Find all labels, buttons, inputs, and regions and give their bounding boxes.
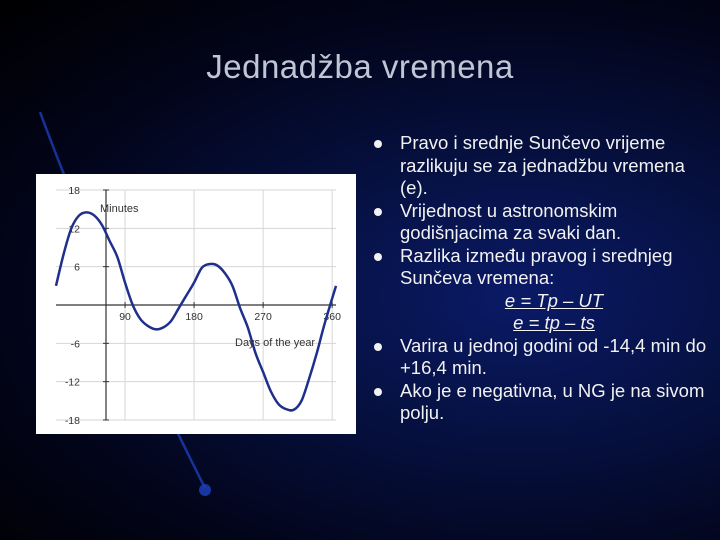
bullet-dot-icon — [374, 343, 382, 351]
bullet-text: Razlika između pravog i srednjeg Sunčeva vremena: — [400, 244, 673, 288]
bullet-text: Ako je e negativna, u NG je na sivom polju. — [400, 379, 705, 423]
x-tick-label: 90 — [119, 311, 131, 323]
bullet-item — [368, 200, 708, 245]
bullet-list — [368, 132, 708, 425]
x-tick-label: 360 — [323, 311, 341, 323]
bullet-text: Pravo i srednje Sunčevo vrijeme razlikuju se za jednadžbu vremena (e). — [400, 132, 685, 198]
bullet-text: Vrijednost u astronomskim godišnjacima za svaki dan. — [400, 199, 622, 243]
x-axis-label: Days of the year — [235, 337, 316, 349]
y-tick-labels — [65, 185, 80, 427]
bullet-item — [368, 132, 708, 200]
bullet-dot-icon — [374, 388, 382, 396]
y-tick-label: 12 — [68, 223, 80, 236]
chart-axes — [56, 190, 336, 420]
bullet-item — [368, 335, 708, 380]
slide-title: Jednadžba vremena — [206, 48, 514, 85]
equation-of-time-chart — [36, 174, 356, 434]
bullet-dot-icon — [374, 140, 382, 148]
y-tick-label: 6 — [74, 261, 80, 274]
y-tick-label: -18 — [64, 415, 80, 427]
x-tick-labels — [119, 311, 341, 323]
chart-svg — [36, 174, 356, 434]
formula-line: e = Tp – UT — [504, 289, 604, 311]
x-tick-label: 180 — [185, 311, 203, 323]
bullet-item — [368, 380, 708, 425]
x-tick-label: 270 — [254, 311, 272, 323]
bullet-item — [368, 245, 708, 335]
y-tick-label: -6 — [70, 338, 80, 351]
bullet-dot-icon — [374, 253, 382, 261]
formula-line: e = tp – ts — [513, 312, 595, 333]
y-axis-label: Minutes — [100, 203, 139, 215]
y-tick-label: -12 — [64, 376, 80, 389]
y-tick-label: 18 — [68, 185, 80, 197]
bullet-text: Varira u jednoj godini od -14,4 min do +16,4 min. — [400, 334, 707, 378]
bullet-dot-icon — [374, 208, 382, 216]
